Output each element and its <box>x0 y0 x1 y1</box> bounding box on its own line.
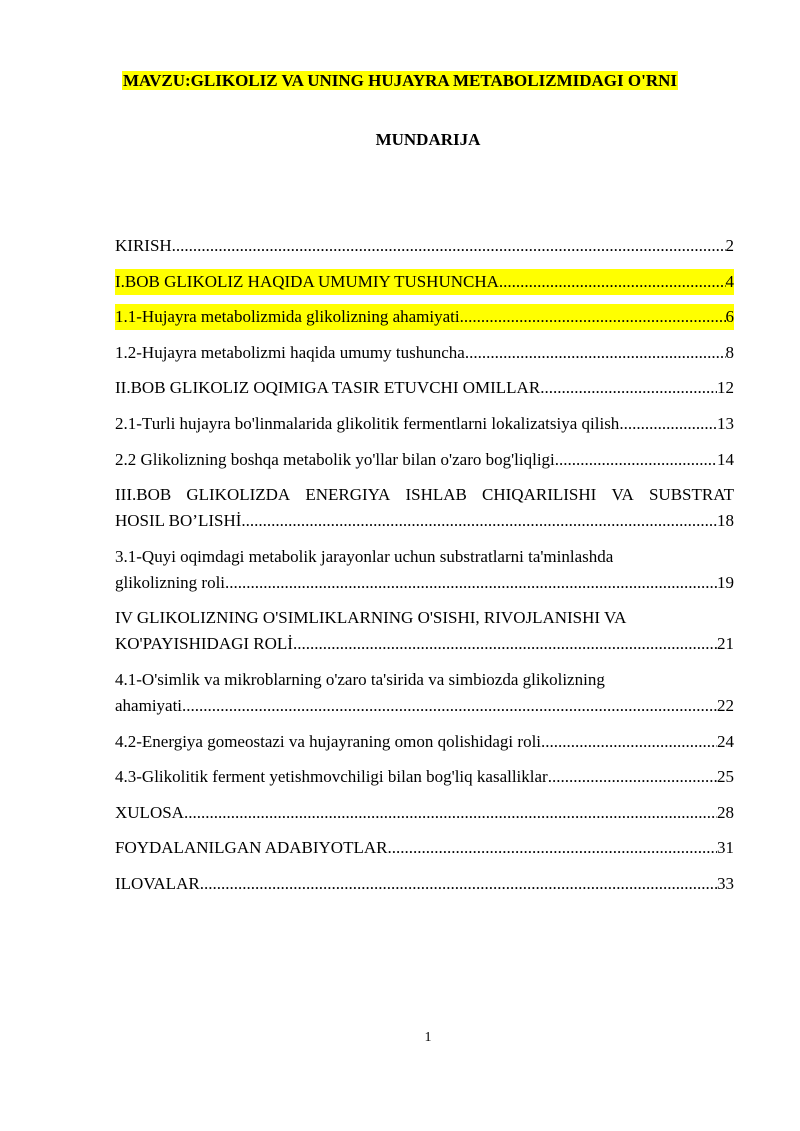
toc-entry-page: 19 <box>717 572 734 592</box>
toc-word: ISHLAB <box>405 485 467 505</box>
toc-leader <box>182 693 717 719</box>
toc-entry-page: 8 <box>725 342 734 362</box>
toc-entry-page: 28 <box>717 802 734 822</box>
toc-entry[interactable] <box>115 233 734 259</box>
toc-entry-page: 24 <box>717 731 734 751</box>
toc-word: III.BOB <box>115 485 172 505</box>
table-of-contents <box>115 233 734 907</box>
toc-entry-label: 2.2 Glikolizning boshqa metabolik yo'llar bilan o'zaro bog'liqligi <box>115 449 555 469</box>
toc-leader <box>499 269 726 295</box>
toc-entry-label-line1: IV GLIKOLIZNING O'SIMLIKLARNING O'SISHI, RIVOJLANISHI VA <box>115 608 627 628</box>
toc-entry-page: 13 <box>717 413 734 433</box>
toc-entry[interactable] <box>115 800 734 826</box>
toc-entry-label: HOSIL BO’LISHİ <box>115 511 242 531</box>
toc-entry-page: 14 <box>717 449 734 469</box>
toc-leader <box>460 304 726 330</box>
document-title <box>0 69 800 93</box>
toc-entry-label: I.BOB GLIKOLIZ HAQIDA UMUMIY TUSHUNCHA <box>115 269 499 295</box>
toc-entry-label-line1: 3.1-Quyi oqimdagi metabolik jarayonlar uchun substratlarni ta'minlashda <box>115 546 614 566</box>
toc-leader <box>541 729 717 755</box>
toc-entry-page: 31 <box>717 838 734 858</box>
toc-leader <box>172 233 726 259</box>
toc-entry-label: II.BOB GLIKOLIZ OQIMIGA TASIR ETUVCHI OMILLAR <box>115 378 541 398</box>
document-title-text: MAVZU:GLIKOLIZ VA UNING HUJAYRA METABOLIZMIDAGI O'RNI <box>122 71 677 90</box>
toc-leader <box>540 375 717 401</box>
toc-entry-label: XULOSA <box>115 802 184 822</box>
toc-entry-label: 2.1-Turli hujayra bo'linmalarida glikolitik fermentlarni lokalizatsiya qilish <box>115 413 620 433</box>
toc-entry-page: 18 <box>717 511 734 531</box>
toc-leader <box>241 508 717 534</box>
toc-entry[interactable] <box>115 269 734 295</box>
toc-entry-label: KO'PAYISHIDAGI ROLİ <box>115 634 293 654</box>
toc-entry[interactable] <box>115 340 734 366</box>
toc-entry-label: FOYDALANILGAN ADABIYOTLAR <box>115 838 388 858</box>
toc-entry[interactable] <box>115 835 734 861</box>
page-number: 1 <box>424 1030 432 1045</box>
toc-leader <box>200 871 717 897</box>
toc-entry-page: 4 <box>726 269 735 295</box>
toc-leader <box>225 570 717 596</box>
toc-entry[interactable] <box>115 764 734 790</box>
toc-entry-label: 1.1-Hujayra metabolizmida glikolizning ahamiyati <box>115 304 460 330</box>
toc-entry-label: 1.2-Hujayra metabolizmi haqida umumy tushuncha <box>115 342 465 362</box>
toc-entry[interactable] <box>115 411 734 437</box>
toc-entry[interactable] <box>115 544 734 596</box>
toc-entry[interactable] <box>115 667 734 719</box>
toc-entry-page: 12 <box>717 378 734 398</box>
toc-word: GLIKOLIZDA <box>186 485 291 505</box>
toc-leader <box>619 411 717 437</box>
toc-word: ENERGIYA <box>305 485 391 505</box>
toc-leader <box>387 835 717 861</box>
toc-entry-label-line1 <box>115 482 734 508</box>
toc-leader <box>555 447 717 473</box>
toc-entry-label: KIRISH <box>115 236 172 255</box>
toc-entry-page: 25 <box>717 767 734 787</box>
toc-heading: MUNDARIJA <box>375 130 481 149</box>
toc-word: SUBSTRAT <box>648 485 734 505</box>
toc-entry[interactable] <box>115 304 734 330</box>
toc-entry-label: 4.2-Energiya gomeostazi va hujayraning omon qolishidagi roli <box>115 731 542 751</box>
toc-entry-page: 33 <box>717 873 734 893</box>
toc-entry-page: 22 <box>717 695 734 715</box>
toc-word: VA <box>611 485 634 505</box>
toc-entry-page: 21 <box>717 634 734 654</box>
toc-entry-label: ahamiyati <box>115 695 183 715</box>
toc-leader <box>548 764 717 790</box>
toc-leader <box>465 340 726 366</box>
toc-entry[interactable] <box>115 729 734 755</box>
toc-entry-label: ILOVALAR <box>115 873 200 893</box>
toc-entry[interactable] <box>115 447 734 473</box>
toc-entry[interactable] <box>115 375 734 401</box>
toc-leader <box>293 631 717 657</box>
toc-entry-label: glikolizning roli <box>115 572 226 592</box>
toc-entry-label: 4.3-Glikolitik ferment yetishmovchiligi bilan bog'liq kasalliklar <box>115 767 548 787</box>
toc-entry[interactable] <box>115 871 734 897</box>
toc-leader <box>184 800 717 826</box>
toc-word: CHIQARILISHI <box>482 485 597 505</box>
toc-entry[interactable] <box>115 482 734 534</box>
toc-entry-page: 6 <box>726 304 735 330</box>
toc-entry-page: 2 <box>725 236 734 255</box>
toc-entry[interactable] <box>115 605 734 657</box>
toc-entry-label-line1: 4.1-O'simlik va mikroblarning o'zaro ta'sirida va simbiozda glikolizning <box>115 669 605 689</box>
